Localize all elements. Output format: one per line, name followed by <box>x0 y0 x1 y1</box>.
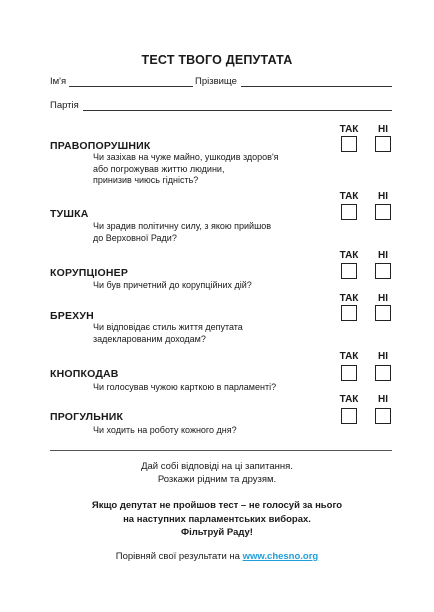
page-title: ТЕСТ ТВОГО ДЕПУТАТА <box>141 53 293 67</box>
footer-line-1: Дай собі відповіді на ці запитання. <box>141 461 293 472</box>
no-checkbox[interactable] <box>375 204 391 220</box>
warning-line-2: на наступних парламентських виборах. <box>123 514 311 525</box>
yes-header: ТАК <box>339 124 359 135</box>
no-header: НІ <box>378 191 388 202</box>
chesno-link[interactable]: www.chesno.org <box>242 551 319 562</box>
question-title: КНОПКОДАВ <box>50 368 119 380</box>
yes-header: ТАК <box>339 351 359 362</box>
no-header: НІ <box>378 250 388 261</box>
yes-checkbox[interactable] <box>341 408 357 424</box>
question-text: Чи відповідає стиль життя депутата задекларованим доходам? <box>93 322 243 344</box>
no-checkbox[interactable] <box>375 408 391 424</box>
question-title: КОРУПЦІОНЕР <box>50 267 129 279</box>
compare-text: Порівняй свої результати на <box>115 551 240 562</box>
no-checkbox[interactable] <box>375 305 391 321</box>
yes-header: ТАК <box>339 293 359 304</box>
question-text: Чи зрадив політичну силу, з якою прийшов до Верховної Ради? <box>93 221 272 243</box>
no-checkbox[interactable] <box>375 136 391 152</box>
surname-label: Прізвище <box>195 76 237 87</box>
party-label: Партія <box>50 100 79 111</box>
yes-checkbox[interactable] <box>341 204 357 220</box>
no-checkbox[interactable] <box>375 263 391 279</box>
party-field[interactable] <box>83 110 392 111</box>
yes-header: ТАК <box>339 250 359 261</box>
question-title: ПРОГУЛЬНИК <box>50 411 124 423</box>
yes-checkbox[interactable] <box>341 305 357 321</box>
no-header: НІ <box>378 124 388 135</box>
question-text: Чи ходить на роботу кожного дня? <box>93 425 237 435</box>
yes-header: ТАК <box>339 191 359 202</box>
name-label: Ім'я <box>50 76 67 87</box>
surname-field[interactable] <box>241 86 392 87</box>
no-header: НІ <box>378 293 388 304</box>
question-title: ТУШКА <box>50 208 89 220</box>
question-text: Чи був причетний до корупційних дій? <box>93 280 252 290</box>
no-header: НІ <box>378 394 388 405</box>
name-field[interactable] <box>69 86 193 87</box>
yes-checkbox[interactable] <box>341 136 357 152</box>
yes-checkbox[interactable] <box>341 263 357 279</box>
footer-line-2: Розкажи рідним та друзям. <box>157 474 277 485</box>
compare-line <box>0 551 434 563</box>
yes-checkbox[interactable] <box>341 365 357 381</box>
question-text: Чи зазіхав на чуже майно, ушкодив здоров'я або погрожував життю людини, принизив чиюсь гідність? <box>93 152 279 185</box>
question-title: БРЕХУН <box>50 310 94 322</box>
question-title: ПРАВОПОРУШНИК <box>50 140 151 152</box>
warning-line-1: Якщо депутат не пройшов тест – не голосуй за нього <box>91 500 343 511</box>
question-text: Чи голосував чужою карткою в парламенті? <box>93 382 277 392</box>
no-checkbox[interactable] <box>375 365 391 381</box>
yes-header: ТАК <box>339 394 359 405</box>
no-header: НІ <box>378 351 388 362</box>
warning-line-3: Фільтруй Раду! <box>181 527 253 538</box>
divider <box>50 450 392 451</box>
